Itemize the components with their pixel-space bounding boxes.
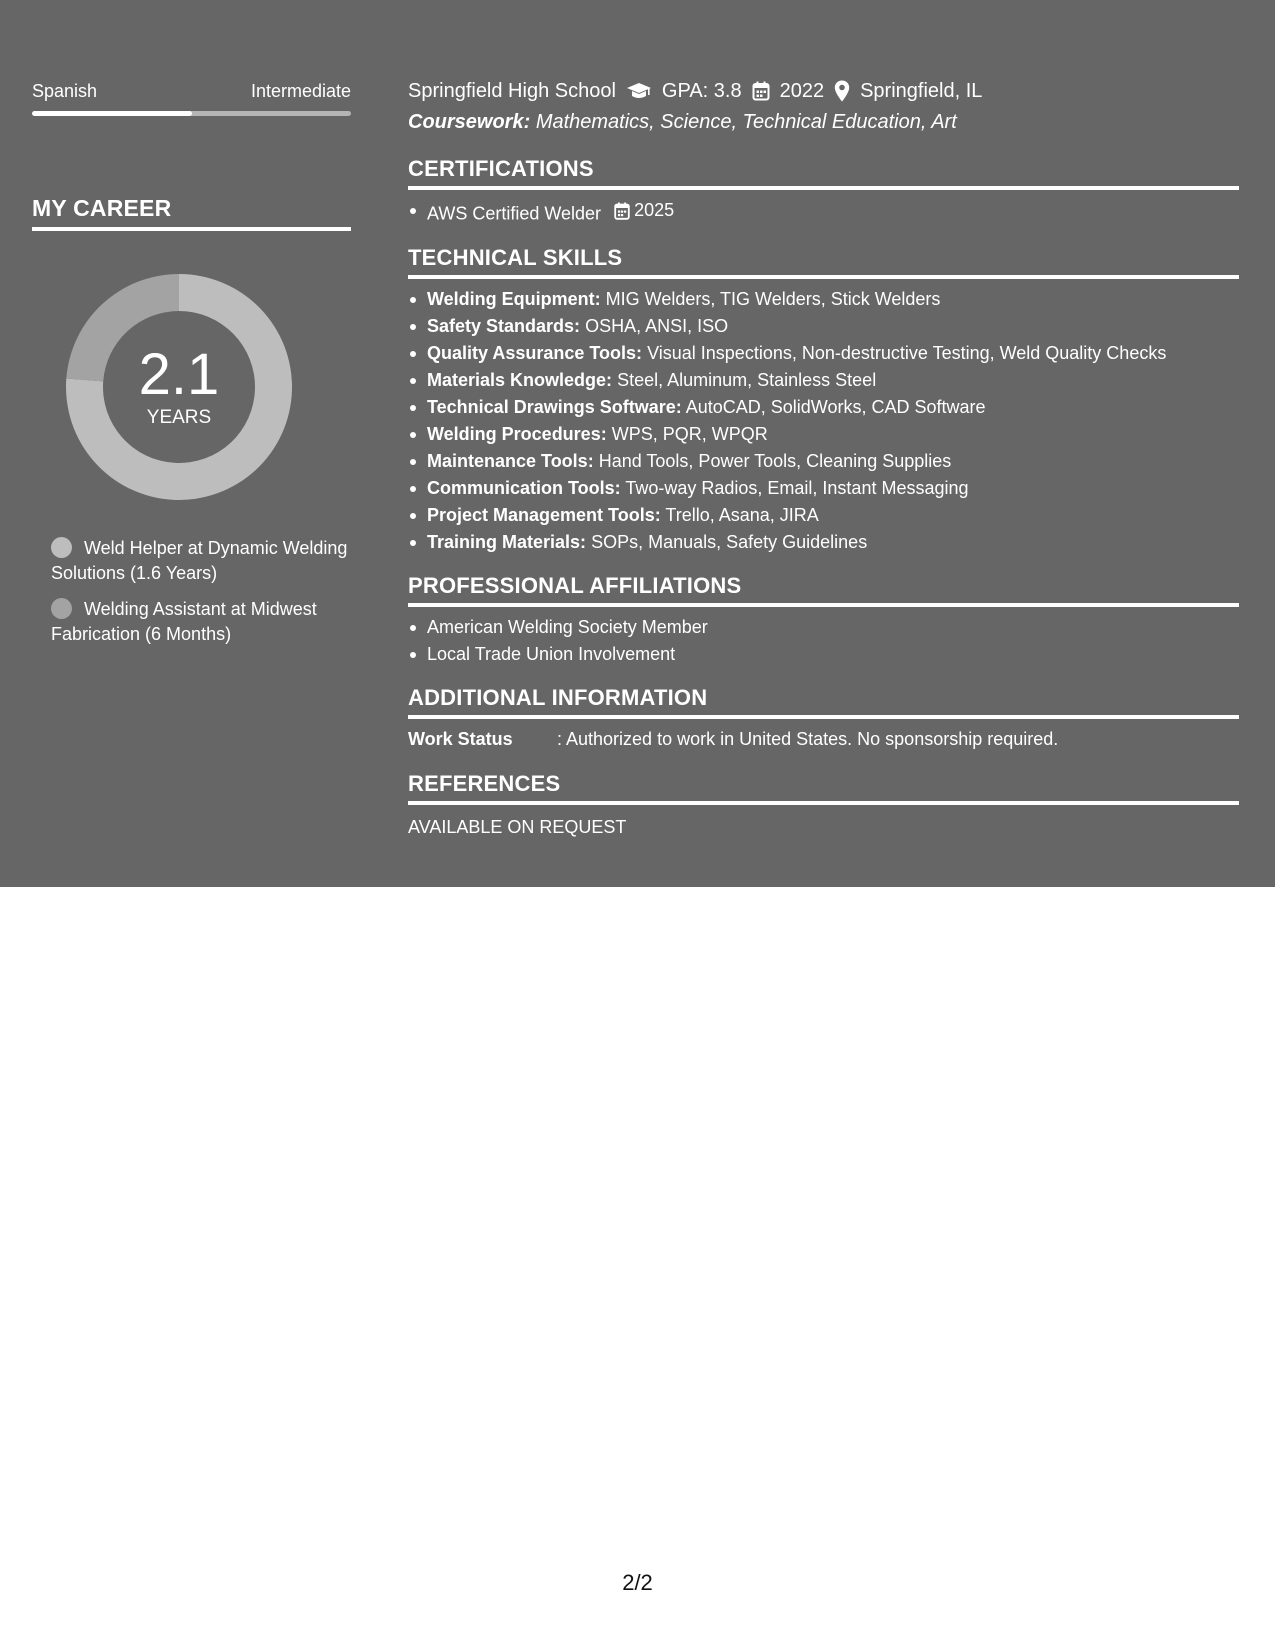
skill-item (408, 367, 1239, 394)
section-rule (408, 603, 1239, 607)
certification-date (614, 197, 674, 224)
certifications-section (408, 156, 1239, 228)
skill-label: Materials Knowledge: (427, 369, 613, 390)
references-title: REFERENCES (408, 770, 561, 796)
skill-value: Visual Inspections, Non-destructive Testing, Weld Quality Checks (647, 342, 1167, 363)
coursework-value: Mathematics, Science, Technical Education, Art (535, 111, 957, 133)
left-column (32, 80, 351, 658)
additional-info-title: ADDITIONAL INFORMATION (408, 684, 708, 710)
affiliation-item: Local Trade Union Involvement (408, 641, 1239, 668)
certification-year: 2025 (634, 200, 675, 220)
skill-item (408, 475, 1239, 502)
career-total-unit: YEARS (146, 407, 212, 428)
skill-label: Project Management Tools: (427, 504, 661, 525)
donut-center-label (66, 274, 292, 500)
education-gpa: GPA: 3.8 (661, 80, 742, 102)
skill-item (408, 502, 1239, 529)
work-status-value: : Authorized to work in United States. No sponsorship required. (557, 728, 1059, 749)
affiliations-section (408, 573, 1239, 668)
affiliations-title: PROFESSIONAL AFFILIATIONS (408, 572, 742, 598)
section-rule (408, 715, 1239, 719)
skill-item (408, 394, 1239, 421)
skill-value: WPS, PQR, WPQR (611, 423, 768, 444)
skill-label: Communication Tools: (427, 477, 621, 498)
affiliation-item: American Welding Society Member (408, 614, 1239, 641)
career-legend (32, 536, 351, 647)
additional-info-section (408, 685, 1239, 751)
section-rule (408, 801, 1239, 805)
coursework-label: Coursework: (408, 111, 531, 133)
skill-label: Quality Assurance Tools: (427, 342, 643, 363)
technical-skills-list (408, 286, 1239, 556)
skill-item (408, 286, 1239, 313)
references-text: AVAILABLE ON REQUEST (408, 816, 627, 837)
skill-label: Training Materials: (427, 531, 587, 552)
career-legend-item (51, 536, 351, 586)
skill-label: Safety Standards: (427, 315, 581, 336)
legend-dot-icon (51, 598, 72, 619)
language-level: Intermediate (250, 81, 351, 101)
skill-label: Technical Drawings Software: (427, 396, 682, 417)
calendar-icon (614, 202, 630, 220)
language-row (32, 80, 351, 102)
skill-item (408, 529, 1239, 556)
career-donut-chart (66, 274, 292, 500)
skill-value: Hand Tools, Power Tools, Cleaning Supplies (598, 450, 952, 471)
skill-value: Trello, Asana, JIRA (665, 504, 819, 525)
skill-item (408, 340, 1239, 367)
work-status-label: Work Status (408, 728, 513, 749)
right-column (408, 77, 1239, 839)
education-line (408, 77, 1239, 105)
career-item-label: Welding Assistant at Midwest Fabrication (6 Months) (51, 599, 317, 644)
technical-skills-title: TECHNICAL SKILLS (408, 244, 623, 270)
career-legend-item (51, 597, 351, 647)
technical-skills-section (408, 245, 1239, 556)
career-item-label: Weld Helper at Dynamic Welding Solutions (1.6 Years) (51, 538, 348, 583)
education-year: 2022 (779, 80, 825, 102)
language-level-bar-fill (32, 111, 192, 116)
location-pin-icon (834, 80, 850, 102)
education-location: Springfield, IL (860, 80, 983, 102)
coursework-line (408, 108, 1239, 136)
career-total-years: 2.1 (138, 342, 220, 407)
career-section-title: MY CAREER (32, 195, 172, 221)
legend-dot-icon (51, 537, 72, 558)
calendar-icon (752, 81, 770, 101)
affiliations-list (408, 614, 1239, 668)
career-title-rule (32, 227, 351, 231)
skill-value: AutoCAD, SolidWorks, CAD Software (685, 396, 986, 417)
education-school: Springfield High School (408, 80, 616, 102)
skill-label: Welding Procedures: (427, 423, 607, 444)
language-level-bar (32, 111, 351, 116)
work-status-row (408, 727, 1239, 751)
skill-label: Maintenance Tools: (427, 450, 594, 471)
skill-item (408, 448, 1239, 475)
references-section (408, 771, 1239, 839)
language-name: Spanish (32, 81, 98, 101)
skill-label: Welding Equipment: (427, 288, 601, 309)
section-rule (408, 186, 1239, 190)
skill-item (408, 421, 1239, 448)
skill-value: OSHA, ANSI, ISO (585, 315, 729, 336)
certifications-title: CERTIFICATIONS (408, 156, 594, 181)
skill-value: Two-way Radios, Email, Instant Messaging (625, 477, 969, 498)
certification-item (408, 197, 1239, 228)
skill-value: MIG Welders, TIG Welders, Stick Welders (605, 288, 941, 309)
certification-name: AWS Certified Welder (427, 203, 602, 224)
certifications-list (408, 197, 1239, 228)
section-rule (408, 275, 1239, 279)
skill-item (408, 313, 1239, 340)
skill-value: SOPs, Manuals, Safety Guidelines (591, 531, 868, 552)
page-number: 2/2 (622, 1570, 653, 1595)
skill-value: Steel, Aluminum, Stainless Steel (617, 369, 877, 390)
graduation-cap-icon (626, 81, 652, 101)
